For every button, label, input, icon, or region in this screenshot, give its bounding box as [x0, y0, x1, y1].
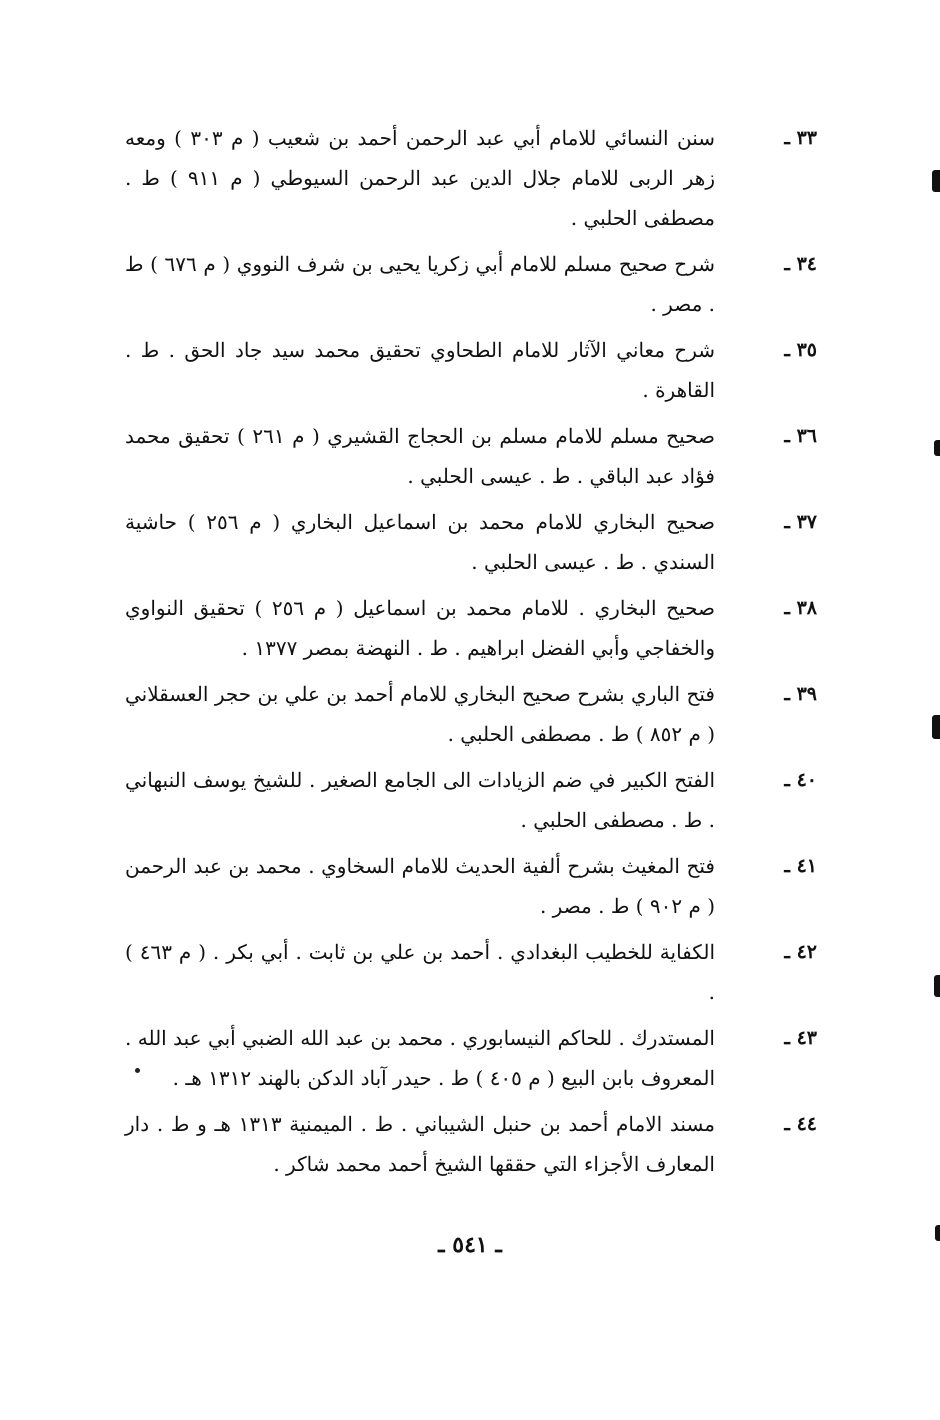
bibliography-entry: [125, 588, 825, 668]
scan-edge-mark: [934, 975, 940, 997]
entry-number: ٣٣ ـ: [784, 127, 817, 149]
bibliography-entry: [125, 932, 825, 1012]
entry-number: ٣٥ ـ: [784, 339, 817, 361]
entry-number: ٣٧ ـ: [784, 511, 817, 533]
entry-text: صحيح البخاري . للامام محمد بن اسماعيل ( م ٢٥٦ ) تحقيق النواوي والخفاجي وأبي الفضل ابراهيم . ط . النهضة بمصر ١٣٧٧ .: [125, 596, 715, 660]
entry-number: ٤٢ ـ: [784, 941, 817, 963]
scan-edge-mark: [934, 440, 940, 456]
bibliography-entry: [125, 118, 825, 238]
entry-text: مسند الامام أحمد بن حنبل الشيباني . ط . الميمنية ١٣١٣ هـ و ط . دار المعارف الأجزاء التي حققها الشيخ أحمد محمد شاكر .: [125, 1112, 716, 1176]
bibliography-entry: [125, 846, 825, 926]
bibliography-entry: [125, 244, 825, 324]
entry-text: المستدرك . للحاكم النيسابوري . محمد بن عبد الله الضبي أبي عبد الله . المعروف بابن البيع ( م ٤٠٥ ) ط . حيدر آباد الدكن بالهند ١٣١٢ هـ .: [125, 1026, 715, 1090]
scan-edge-mark: [935, 1225, 940, 1241]
entry-number: ٤١ ـ: [784, 855, 817, 877]
entry-text: فتح المغيث بشرح ألفية الحديث للامام السخاوي . محمد بن عبد الرحمن ( م ٩٠٢ ) ط . مصر .: [125, 854, 715, 918]
bibliography-entry: [125, 502, 825, 582]
entry-number: ٤٠ ـ: [784, 769, 817, 791]
page-number: ـ ٥٤١ ـ: [438, 1232, 502, 1258]
bibliography-entry: [125, 760, 825, 840]
entry-number: ٤٤ ـ: [784, 1113, 817, 1135]
scan-edge-mark: [932, 715, 940, 739]
bibliography-list: [125, 118, 825, 1190]
entry-text: الفتح الكبير في ضم الزيادات الى الجامع الصغير . للشيخ يوسف النبهاني . ط . مصطفى الحلبي .: [125, 768, 715, 832]
entry-text: صحيح مسلم للامام مسلم بن الحجاج القشيري ( م ٢٦١ ) تحقيق محمد فؤاد عبد الباقي . ط . عيسى الحلبي .: [125, 424, 716, 488]
entry-number: ٣٨ ـ: [784, 597, 817, 619]
bibliography-entry: [125, 330, 825, 410]
scan-edge-mark: [932, 170, 940, 192]
entry-number: ٣٦ ـ: [784, 425, 817, 447]
entry-text: شرح معاني الآثار للامام الطحاوي تحقيق محمد سيد جاد الحق . ط . القاهرة .: [125, 338, 715, 402]
entry-number: ٣٤ ـ: [784, 253, 817, 275]
entry-text: سنن النسائي للامام أبي عبد الرحمن أحمد بن شعيب ( م ٣٠٣ ) ومعه زهر الربى للامام جلال الدين عبد الرحمن السيوطي ( م ٩١١ ) ط . مصطفى الحلبي .: [125, 126, 716, 230]
bibliography-entry: [125, 416, 825, 496]
entry-text: فتح الباري بشرح صحيح البخاري للامام أحمد بن علي بن حجر العسقلاني ( م ٨٥٢ ) ط . مصطفى الحلبي .: [125, 682, 715, 746]
entry-number: ٣٩ ـ: [784, 683, 817, 705]
entry-text: الكفاية للخطيب البغدادي . أحمد بن علي بن ثابت . أبي بكر . ( م ٤٦٣ ) .: [125, 940, 715, 1004]
scan-dot-mark: [135, 1068, 140, 1073]
bibliography-entry: [125, 674, 825, 754]
bibliography-entry: [125, 1018, 825, 1098]
bibliography-entry: [125, 1104, 825, 1184]
entry-text: شرح صحيح مسلم للامام أبي زكريا يحيى بن شرف النووي ( م ٦٧٦ ) ط . مصر .: [125, 252, 716, 316]
entry-number: ٤٣ ـ: [784, 1027, 817, 1049]
entry-text: صحيح البخاري للامام محمد بن اسماعيل البخاري ( م ٢٥٦ ) حاشية السندي . ط . عيسى الحلبي .: [125, 510, 715, 574]
